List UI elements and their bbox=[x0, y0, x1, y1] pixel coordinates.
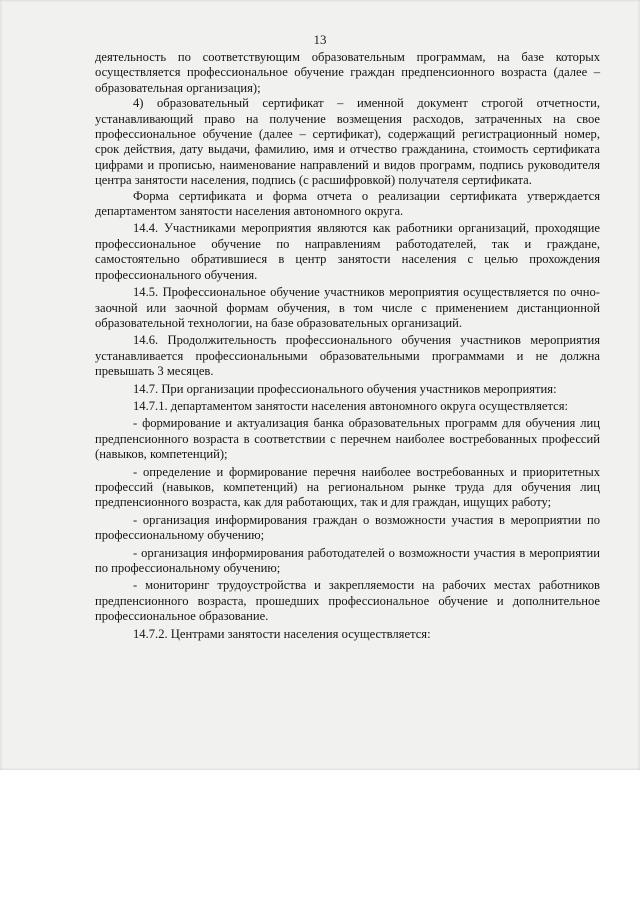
document-body bbox=[95, 50, 600, 642]
paragraph-14-7-1: 14.7.1. департаментом занятости населения автономного округа осуществляется: bbox=[133, 398, 568, 413]
paragraph-14-5: 14.5. Профессиональное обучение участников мероприятия осуществляется по очно-заочной или заочной формам обучения, в том числе с применением дистанционной образовательной технологии, на базе образовательных организаций. bbox=[95, 285, 600, 330]
paragraph-14-7: 14.7. При организации профессионального обучения участников мероприятия: bbox=[133, 381, 557, 396]
paragraph-14-7-2: 14.7.2. Центрами занятости населения осуществляется: bbox=[133, 626, 431, 641]
page-number: 13 bbox=[313, 32, 327, 47]
paragraph-definition-certificate: 4) образовательный сертификат – именной документ строгой отчетности, устанавливающий право на получение возмещения расходов, затраченных на свое профессиональное обучение (далее – сертификат), содержащий регистрационный номер, срок действия, дату выдачи, фамилию, имя и отчество гражданина, стоимость сертификата цифрами и прописью, наименование направлений и видов программ, подпись руководителя центра занятости населения, подпись (с расшифровкой) получателя сертификата. bbox=[95, 96, 600, 188]
list-item-inform-citizens: - организация информирования граждан о возможности участия в мероприятии по профессиональному обучению; bbox=[95, 512, 600, 543]
paragraph-definition-org-continued: деятельность по соответствующим образовательным программам, на базе которых осуществляется профессиональное обучение граждан предпенсионного возраста (далее – образовательная организация); bbox=[95, 50, 600, 95]
list-item-bank-programs: - формирование и актуализация банка образовательных программ для обучения лиц предпенсионного возраста в соответствии с перечнем наиболее востребованных профессий (навыков, компетенций); bbox=[95, 416, 600, 462]
blank-bottom-area bbox=[0, 770, 640, 905]
list-item-inform-employers: - организация информирования работодателей о возможности участия в мероприятии по профессиональному обучению; bbox=[95, 545, 600, 575]
list-item-priority-professions: - определение и формирование перечня наиболее востребованных и приоритетных профессий (навыков, компетенций) на региональном рынке труда для обучения лиц предпенсионного возраста, как для работающих, так и для граждан, ищущих работу; bbox=[95, 464, 600, 510]
list-item-monitoring: - мониторинг трудоустройства и закрепляемости на рабочих местах работников предпенсионного возраста, прошедших профессиональное обучение и дополнительное профессиональное образование. bbox=[95, 578, 600, 624]
paragraph-14-4: 14.4. Участниками мероприятия являются как работники организаций, проходящие профессиональное обучение по направлениям работодателей, так и граждане, самостоятельно обратившиеся в центр занятости населения с целью прохождения профессионального обучения. bbox=[95, 221, 600, 282]
paragraph-14-6: 14.6. Продолжительность профессионального обучения участников мероприятия устанавливается профессиональными образовательными программами и не должна превышать 3 месяцев. bbox=[95, 333, 600, 379]
paragraph-certificate-form: Форма сертификата и форма отчета о реализации сертификата утверждается департаментом занятости населения автономного округа. bbox=[95, 188, 600, 219]
